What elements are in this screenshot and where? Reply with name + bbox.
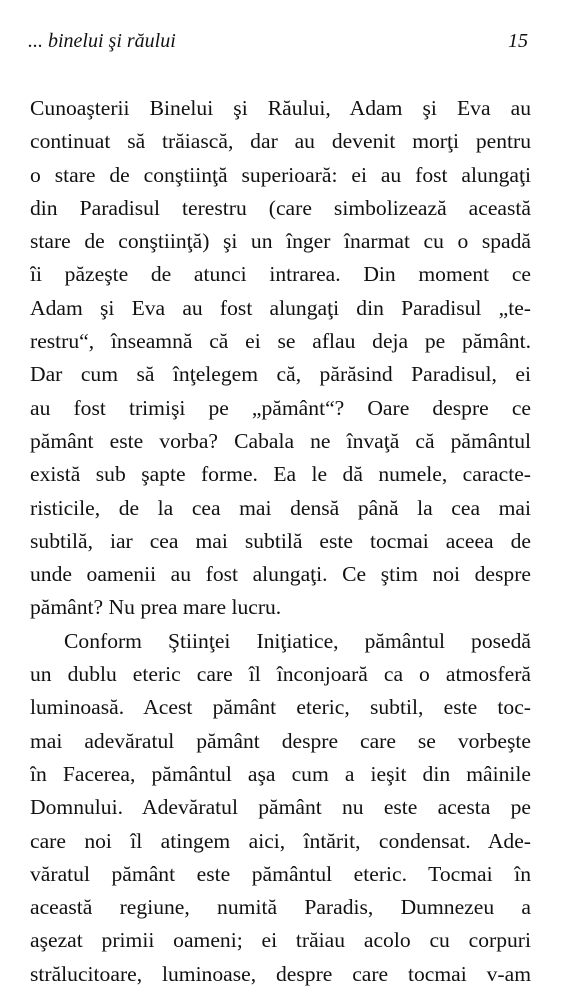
text-line: unde oamenii au fost alungaţi. Ce ştim noi despre: [30, 562, 531, 587]
page-number: 15: [508, 30, 528, 52]
text-line: Conform Ştiinţei Iniţiatice, pământul posedă: [64, 628, 531, 653]
text-line: Dar cum să înţelegem că, părăsind Paradisul, ei: [30, 362, 531, 387]
paragraph: [30, 92, 531, 625]
text-line: există sub şapte forme. Ea le dă numele, caracte-: [30, 462, 531, 487]
text-line: subtilă, iar cea mai subtilă este tocmai aceea de: [30, 528, 531, 553]
text-line: în Facerea, pământul aşa cum a ieşit din mâinile: [30, 761, 531, 786]
text-line: mai adevăratul pământ despre care se vorbeşte: [30, 728, 531, 753]
running-title: ... binelui şi răului: [28, 30, 176, 52]
text-line: continuat să trăiască, dar au devenit morţi pentru: [30, 129, 531, 154]
text-line: au fost trimişi pe „pământ“? Oare despre ce: [30, 395, 531, 420]
text-line: stare de conştiinţă) şi un înger înarmat cu o spadă: [30, 229, 531, 254]
text-line: îi păzeşte de atunci intrarea. Din moment ce: [30, 262, 531, 287]
text-line: luminoasă. Acest pământ eteric, subtil, este toc-: [30, 695, 531, 720]
text-line: un dublu eteric care îl înconjoară ca o atmosferă: [30, 662, 531, 687]
text-line: Domnului. Adevăratul pământ nu este acesta pe: [30, 795, 531, 820]
text-line: pământ? Nu prea mare lucru.: [30, 595, 282, 620]
paragraph: [30, 625, 531, 991]
text-line: restru“, înseamnă că ei se aflau deja pe pământ.: [30, 329, 531, 354]
body-text: [30, 92, 531, 991]
text-line: din Paradisul terestru (care simbolizează această: [30, 195, 531, 220]
text-line: aşezat primii oameni; ei trăiau acolo cu corpuri: [30, 928, 531, 953]
text-line: Adam şi Eva au fost alungaţi din Paradisul „te-: [30, 295, 531, 320]
text-line: această regiune, numită Paradis, Dumnezeu a: [30, 895, 531, 920]
running-head: [28, 30, 528, 58]
text-line: risticile, de la cea mai densă până la cea mai: [30, 495, 531, 520]
text-line: care noi îl atingem aici, întărit, condensat. Ade-: [30, 828, 531, 853]
text-line: strălucitoare, luminoase, despre care tocmai v-am: [30, 961, 531, 986]
text-line: o stare de conştiinţă superioară: ei au fost alungaţi: [30, 162, 531, 187]
text-line: pământ este vorba? Cabala ne învaţă că pământul: [30, 428, 531, 453]
text-line: Cunoaşterii Binelui şi Răului, Adam şi Eva au: [30, 96, 531, 120]
text-line: văratul pământ este pământul eteric. Tocmai în: [30, 861, 531, 886]
